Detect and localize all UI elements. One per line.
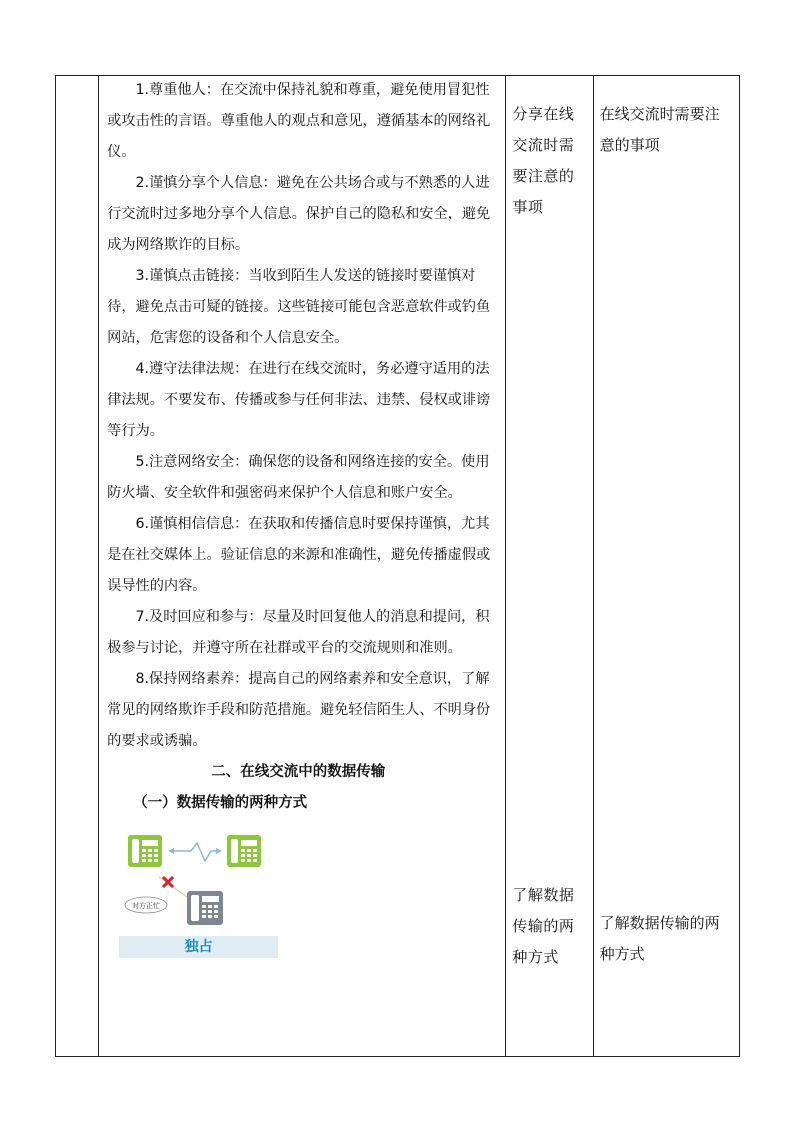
- rule-item-6: 6.谨慎相信信息：在获取和传播信息时要保持谨慎，尤其是在社交媒体上。验证信息的来源和准确性，避免传播虚假或误导性的内容。: [107, 516, 491, 594]
- rule-item-5: 5.注意网络安全：确保您的设备和网络连接的安全。使用防火墙、安全软件和强密码来保护个人信息和账户安全。: [107, 454, 490, 501]
- blank-left-cell: [56, 76, 99, 1057]
- rule-item-8: 8.保持网络素养：提高自己的网络素养和安全意识，了解常见的网络欺诈手段和防范措施。避免轻信陌生人、不明身份的要求或诱骗。: [107, 671, 491, 749]
- design-intent-row2: 了解数据传输的两种方式: [599, 914, 720, 963]
- student-activity-row1: 分享在线交流时需要注意的事项: [512, 105, 575, 216]
- phone-green-left-icon: [128, 835, 162, 867]
- student-activity-row2: 了解数据传输的两种方式: [512, 886, 575, 966]
- phone-gray-icon: [187, 891, 223, 925]
- cross-icon: [163, 877, 173, 887]
- rule-item-7: 7.及时回应和参与：尽量及时回复他人的消息和提问，积极参与讨论，并遵守所在社群或平台的交流规则和准则。: [107, 609, 490, 656]
- bubble-label: 对方正忙: [132, 902, 161, 910]
- signal-line: [171, 843, 219, 861]
- rule-item-4: 4.遵守法律法规：在进行在线交流时，务必遵守适用的法律法规。不要发布、传播或参与任何非法、违禁、侵权或诽谤等行为。: [107, 361, 491, 439]
- telephone-diagram: [119, 829, 278, 936]
- busy-bubble: [125, 897, 167, 913]
- exclusive-transmission-figure: [119, 829, 278, 958]
- phone-green-right-icon: [227, 835, 261, 867]
- rule-item-2: 2.谨慎分享个人信息：避免在公共场合或与不熟悉的人进行交流时过多地分享个人信息。保护自己的隐私和安全，避免成为网络欺诈的目标。: [107, 175, 491, 253]
- design-intent-cell: [593, 76, 739, 1057]
- rule-item-3: 3.谨慎点击链接：当收到陌生人发送的链接时要谨慎对待，避免点击可疑的链接。这些链接可能包含恶意软件或钓鱼网站，危害您的设备和个人信息安全。: [107, 268, 491, 346]
- section-title: 二、在线交流中的数据传输: [211, 764, 386, 780]
- figure-caption: 独占: [119, 936, 278, 958]
- student-activity-cell: [506, 76, 593, 1057]
- lesson-plan-table: [55, 75, 740, 1057]
- teaching-content-cell: [99, 76, 506, 1057]
- rule-item-1: 1.尊重他人：在交流中保持礼貌和尊重，避免使用冒犯性或攻击性的言语。尊重他人的观点和意见，遵循基本的网络礼仪。: [107, 82, 491, 160]
- design-intent-row1: 在线交流时需要注意的事项: [599, 105, 720, 154]
- subsection-title: （一）数据传输的两种方式: [133, 795, 308, 811]
